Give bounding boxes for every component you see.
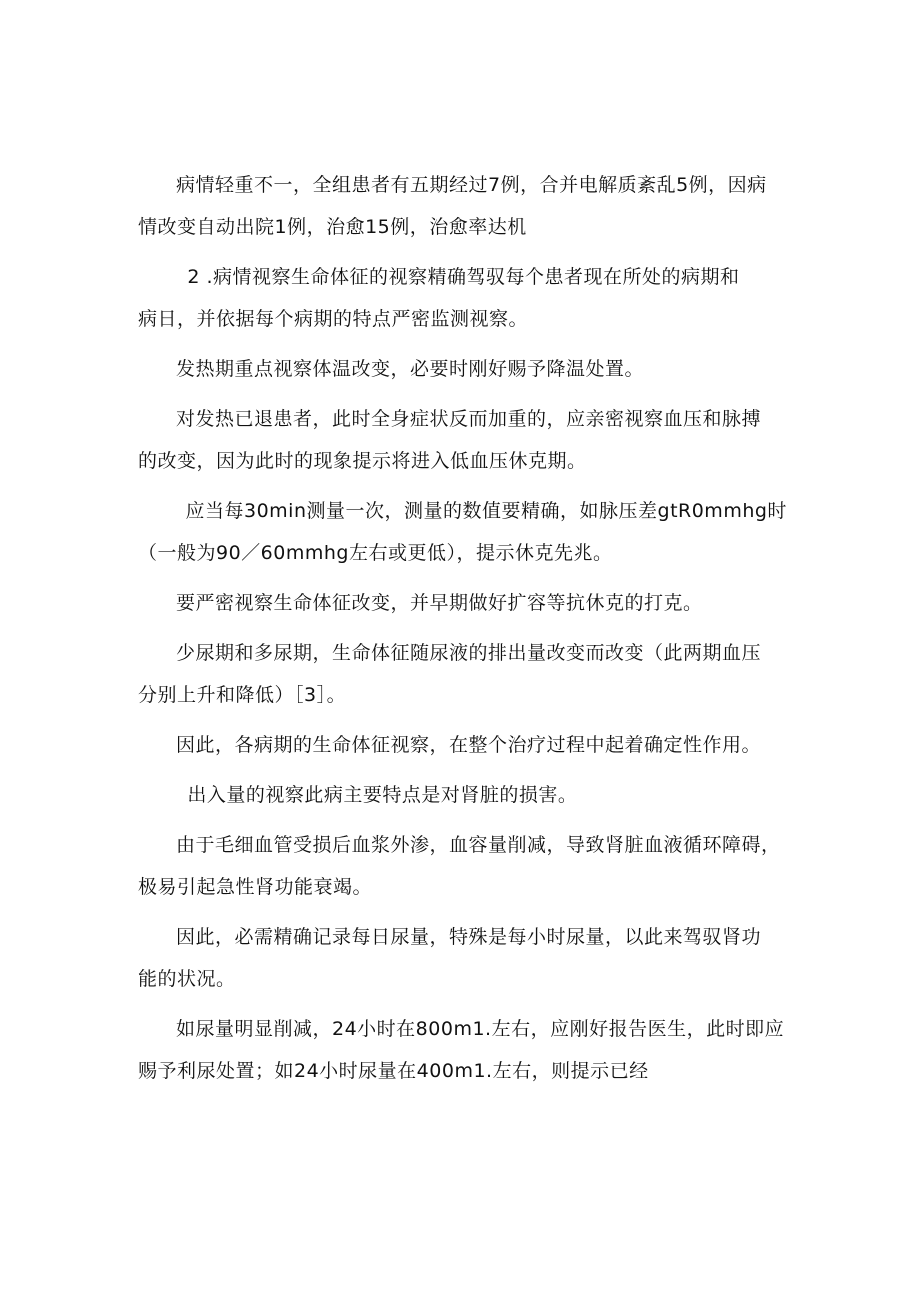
text-line: 赐予利尿处置；如24小时尿量在400m1.左右，则提示已经 [138, 1060, 649, 1082]
text-line: 发热期重点视察体温改变，必要时刚好赐予降温处置。 [176, 358, 645, 380]
paragraph-7 [138, 632, 788, 716]
text-line: 病日，并依据每个病期的特点严密监测视察。 [138, 308, 529, 330]
paragraph-11 [138, 916, 788, 1000]
text-line: 由于毛细血管受损后血浆外渗，血容量削减，导致肾脏血液循环障碍， [176, 834, 781, 856]
text-line: 情改变自动出院1例，治愈15例，治愈率达机 [138, 216, 527, 238]
text-line: 如尿量明显削减，24小时在800m1.左右，应刚好报告医生，此时即应 [176, 1018, 785, 1040]
paragraph-8 [138, 724, 788, 766]
text-line: 极易引起急性肾功能衰竭。 [138, 876, 373, 898]
text-line: 应当每30min测量一次，测量的数值要精确，如脉压差gtR0mmhg时 [185, 500, 787, 522]
text-line: 因此，必需精确记录每日尿量，特殊是每小时尿量，以此来驾驭肾功 [176, 926, 762, 948]
paragraph-12 [138, 1008, 788, 1092]
text-line: 少尿期和多尿期，生命体征随尿液的排出量改变而改变（此两期血压 [176, 642, 762, 664]
paragraph-6 [138, 582, 788, 624]
paragraph-2 [138, 256, 788, 340]
paragraph-4 [138, 398, 788, 482]
paragraph-10 [138, 824, 788, 908]
text-line: 的改变，因为此时的现象提示将进入低血压休克期。 [138, 450, 587, 472]
text-line: （一般为90／60mmhg左右或更低），提示休克先兆。 [138, 542, 613, 564]
text-line: 对发热已退患者，此时全身症状反而加重的，应亲密视察血压和脉搏 [176, 408, 762, 430]
paragraph-1 [138, 164, 788, 248]
text-line: 能的状况。 [138, 968, 236, 990]
text-line: 要严密视察生命体征改变，并早期做好扩容等抗休克的打克。 [176, 592, 703, 614]
text-line: 2 .病情视察生命体征的视察精确驾驭每个患者现在所处的病期和 [187, 266, 740, 288]
text-line: 病情轻重不一，全组患者有五期经过7例，合并电解质紊乱5例，因病 [176, 174, 767, 196]
text-line: 出入量的视察此病主要特点是对肾脏的损害。 [187, 784, 578, 806]
paragraph-9 [138, 774, 788, 816]
paragraph-5 [138, 490, 788, 574]
document-body [138, 164, 788, 1100]
text-line: 分别上升和降低）［3］。 [138, 684, 347, 706]
paragraph-3 [138, 348, 788, 390]
text-line: 因此，各病期的生命体征视察，在整个治疗过程中起着确定性作用。 [176, 734, 762, 756]
